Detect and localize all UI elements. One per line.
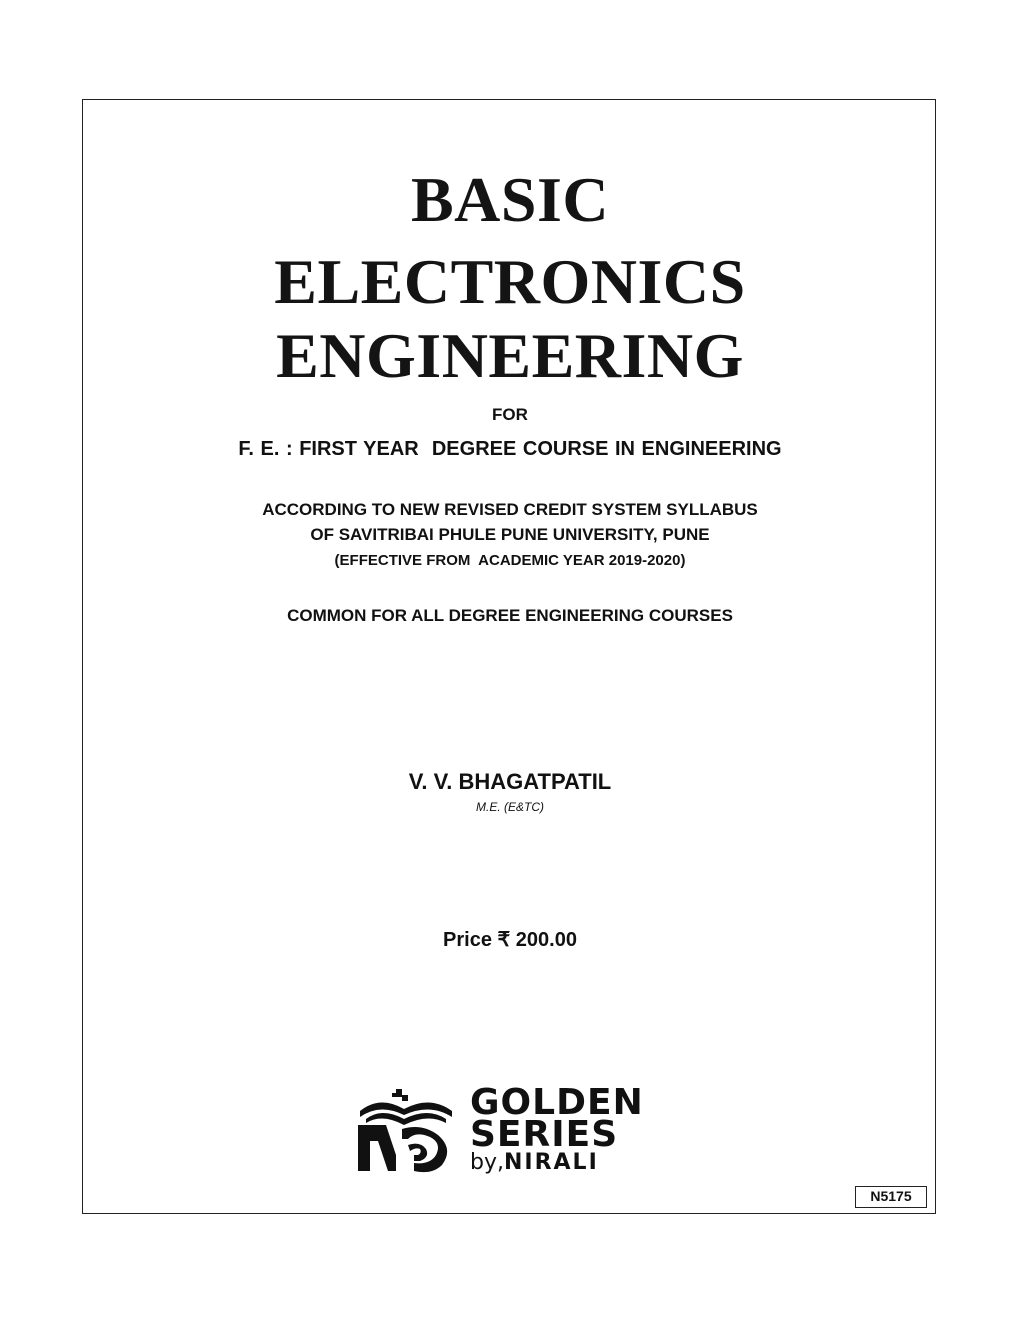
- author-name: V. V. BHAGATPATIL: [408, 769, 612, 794]
- logo-wordmark: [470, 1082, 670, 1175]
- price: Price ₹ 200.00: [443, 929, 577, 951]
- logo-publisher-name: NIRALI: [503, 1150, 599, 1175]
- course-name: F. E. : FIRST YEAR DEGREE COURSE IN ENGINEERING: [238, 438, 782, 460]
- logo-line-golden: GOLDEN: [470, 1082, 644, 1123]
- common-note: COMMON FOR ALL DEGREE ENGINEERING COURSES: [287, 606, 733, 625]
- book-code: N5175: [855, 1186, 927, 1208]
- logo-by: by,: [470, 1150, 504, 1175]
- for-label: FOR: [492, 405, 528, 424]
- book-title-line-1: BASIC: [410, 164, 610, 235]
- logo-line-series: SERIES: [470, 1114, 619, 1155]
- publisher-logo: [352, 1082, 672, 1175]
- book-title-line-2: ELECTRONICS: [274, 246, 746, 317]
- golden-series-emblem-icon: [352, 1085, 467, 1175]
- syllabus-line-2: OF SAVITRIBAI PHULE PUNE UNIVERSITY, PUNE: [310, 525, 710, 544]
- syllabus-line-1: ACCORDING TO NEW REVISED CREDIT SYSTEM SYLLABUS: [262, 500, 758, 519]
- book-title-line-3: ENGINEERING: [276, 320, 744, 391]
- effective-year: (EFFECTIVE FROM ACADEMIC YEAR 2019-2020): [334, 552, 686, 569]
- logo-line-publisher: [470, 1151, 670, 1175]
- author-qualification: M.E. (E&TC): [476, 800, 544, 814]
